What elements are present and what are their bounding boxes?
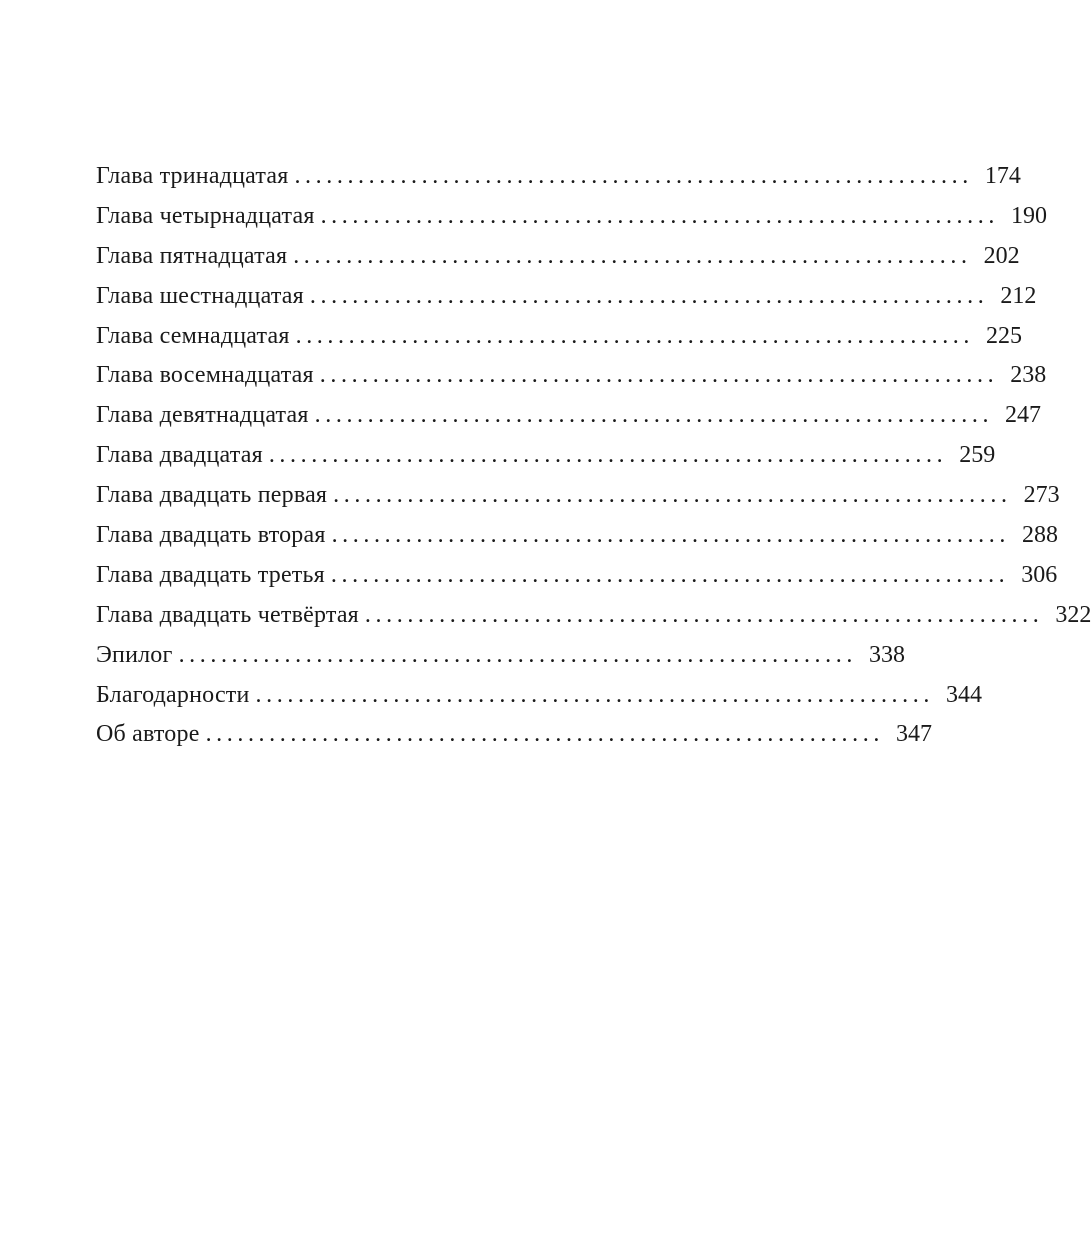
toc-entry-title: Глава двадцать четвёртая: [96, 601, 359, 628]
toc-entry-title: Глава двадцать третья: [96, 561, 325, 588]
toc-entry-title: Об авторе: [96, 721, 200, 748]
toc-entry-title: Глава двадцать первая: [96, 482, 328, 509]
toc-entry-title: Благодарности: [96, 681, 250, 708]
toc-entry-page: 347: [895, 721, 932, 748]
toc-entry-title: Глава пятнадцатая: [96, 242, 288, 269]
toc-entry: [96, 356, 1047, 396]
toc-entry-page: 174: [984, 163, 1021, 189]
toc-entry: [96, 715, 932, 755]
toc-entry-title: Эпилог: [96, 641, 173, 668]
toc-entry: [96, 237, 1020, 277]
dot-leader: ................................................................: [330, 561, 1010, 588]
dot-leader: ................................................................: [294, 163, 973, 189]
toc-entry-page: 212: [1000, 282, 1037, 309]
toc-entry-title: Глава шестнадцатая: [96, 282, 304, 309]
toc-entry-page: 238: [1010, 362, 1047, 389]
toc-entry-page: 306: [1021, 561, 1058, 588]
dot-leader: ................................................................: [333, 482, 1012, 509]
dot-leader: ................................................................: [319, 362, 999, 389]
toc-entry: [96, 596, 1091, 636]
dot-leader: ................................................................: [295, 322, 975, 349]
toc-entry-page: 190: [1010, 202, 1047, 229]
toc-entry: [96, 476, 1060, 516]
toc-entry-title: Глава восемнадцатая: [96, 362, 314, 389]
toc-entry-title: Глава семнадцатая: [96, 322, 290, 349]
toc-entry-page: 273: [1023, 482, 1060, 509]
toc-entry: [96, 556, 1058, 596]
toc-entry-title: Глава двадцать вторая: [96, 522, 326, 549]
toc-entry: [96, 396, 1042, 436]
toc-entry: [96, 636, 905, 676]
table-of-contents: [96, 157, 1091, 755]
toc-entry-title: Глава двадцатая: [96, 442, 263, 469]
toc-entry: [96, 277, 1037, 317]
dot-leader: ................................................................: [205, 721, 884, 748]
toc-entry: [96, 157, 1021, 197]
toc-entry: [96, 516, 1058, 556]
toc-entry-page: 225: [986, 322, 1023, 349]
toc-entry-title: Глава девятнадцатая: [96, 402, 309, 429]
toc-entry-page: 288: [1021, 522, 1058, 549]
toc-entry: [96, 436, 996, 476]
dot-leader: ................................................................: [364, 601, 1044, 628]
toc-entry: [96, 676, 982, 716]
toc-entry-title: Глава тринадцатая: [96, 163, 289, 189]
toc-entry-page: 259: [959, 442, 996, 469]
toc-entry: [96, 317, 1023, 357]
toc-entry-title: Глава четырнадцатая: [96, 202, 315, 229]
dot-leader: ................................................................: [309, 282, 989, 309]
dot-leader: ................................................................: [268, 442, 948, 469]
toc-entry-page: 202: [983, 242, 1020, 269]
dot-leader: ................................................................: [255, 681, 934, 708]
toc-entry-page: 344: [945, 681, 982, 708]
toc-entry-page: 247: [1005, 402, 1042, 429]
dot-leader: ................................................................: [331, 522, 1010, 549]
toc-entry-page: 338: [868, 641, 905, 668]
dot-leader: ................................................................: [293, 242, 972, 269]
toc-entry-page: 322: [1055, 601, 1091, 628]
dot-leader: ................................................................: [178, 641, 857, 668]
toc-entry: [96, 197, 1047, 237]
dot-leader: ................................................................: [314, 402, 994, 429]
dot-leader: ................................................................: [320, 202, 999, 229]
